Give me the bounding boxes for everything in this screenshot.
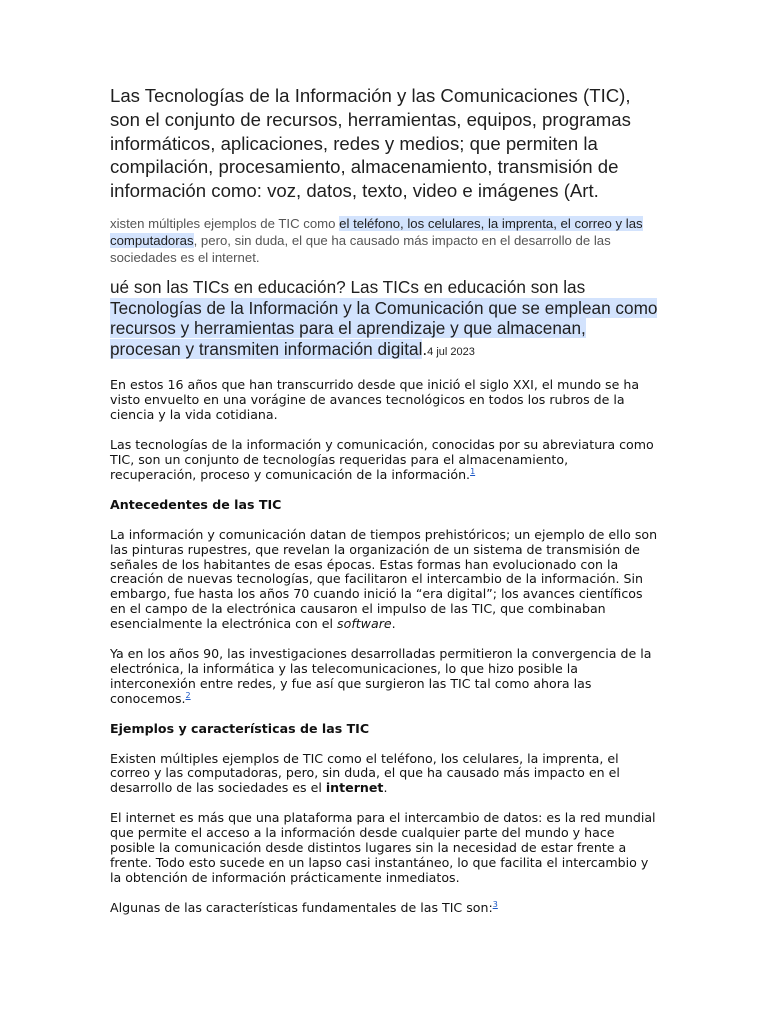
snippet-highlight: el teléfono, los celulares, la imprenta, el correo y las computadoras (110, 215, 643, 248)
answer-text-start: ué son las TICs en educación? Las TICs en educación son las (110, 276, 586, 297)
lead-paragraph: Las Tecnologías de la Información y las Comunicaciones (TIC), son el conjunto de recursos, herramientas, equipos, programas informáticos, aplicaciones, redes y medios; que permiten la compilación, procesamiento, almacenamiento, transmisión de información como: voz, datos, texto, video e imágenes (Art. (110, 85, 631, 202)
document-page (110, 84, 658, 916)
heading-ejemplos: Ejemplos y características de las TIC (110, 720, 370, 736)
paragraph-nineties-text: Ya en los años 90, las investigaciones desarrolladas permitieron la convergencia de la electrónica, la informática y las telecomunicaciones, lo que hizo posible la interconexión entre redes, y fue así que surgieron las TIC tal como ahora las conocemos. (110, 646, 652, 706)
paragraph-characteristics (110, 901, 658, 916)
snippet-text-start: xisten múltiples ejemplos de TIC como (110, 215, 340, 231)
paragraph-examples-text: Existen múltiples ejemplos de TIC como el teléfono, los celulares, la imprenta, el correo y las computadoras, pero, sin duda, el que ha causado más impacto en el desarrollo de las sociedades es el (110, 750, 620, 796)
snippet-text-end: , pero, sin duda, el que ha causado más impacto en el desarrollo de las sociedades es el internet. (110, 232, 611, 265)
software-term: software (337, 616, 392, 632)
internet-term: internet (325, 780, 384, 796)
paragraph-nineties (110, 647, 658, 707)
paragraph-definition (110, 438, 658, 483)
heading-antecedentes: Antecedentes de las TIC (110, 496, 282, 512)
footnote-link-1[interactable]: 1 (470, 466, 476, 476)
featured-answer (110, 277, 658, 362)
paragraph-intro: En estos 16 años que han transcurrido desde que inició el siglo XXI, el mundo se ha visto envuelto en una vorágine de avances tecnológicos en todos los rubros de la ciencia y la vida cotidiana. (110, 377, 640, 423)
answer-text-end: . (422, 338, 428, 359)
answer-date: 4 jul 2023 (427, 345, 475, 358)
paragraph-history-end: . (391, 616, 396, 632)
footnote-link-3[interactable]: 3 (492, 899, 498, 909)
paragraph-examples (110, 752, 658, 797)
paragraph-definition-text: Las tecnologías de la información y comunicación, conocidas por su abreviatura como TIC, son un conjunto de tecnologías requeridas para el almacenamiento, recuperación, proceso y comunicación de la información. (110, 437, 654, 482)
paragraph-history (110, 528, 658, 632)
paragraph-examples-end: . (383, 780, 388, 796)
search-snippet (110, 215, 658, 266)
footnote-link-2[interactable]: 2 (185, 690, 191, 700)
answer-highlight: Tecnologías de la Información y la Comunicación que se emplean como recursos y herramientas para el aprendizaje y que almacenan, procesan y transmiten información digital (110, 297, 658, 359)
paragraph-characteristics-text: Algunas de las características fundamentales de las TIC son: (110, 899, 493, 915)
paragraph-history-text: La información y comunicación datan de tiempos prehistóricos; un ejemplo de ello son las pinturas rupestres, que revelan la organización de un sistema de transmisión de señales de los habitantes de esas épocas. Estas formas han evolucionado con la creación de nuevas tecnologías, que facilitaron el intercambio de la información. Sin embargo, fue hasta los años 70 cuando inició la “era digital”; los avances científicos en el campo de la electrónica causaron el impulso de las TIC, que combinaban esencialmente la electrónica con el (110, 526, 658, 632)
paragraph-internet: El internet es más que una plataforma para el intercambio de datos: es la red mundial que permite el acceso a la información desde cualquier parte del mundo y hace posible la comunicación desde distintos lugares sin la necesidad de estar frente a frente. Todo esto sucede en un lapso casi instantáneo, lo que facilita el intercambio y la obtención de información prácticamente inmediatos. (110, 810, 656, 885)
